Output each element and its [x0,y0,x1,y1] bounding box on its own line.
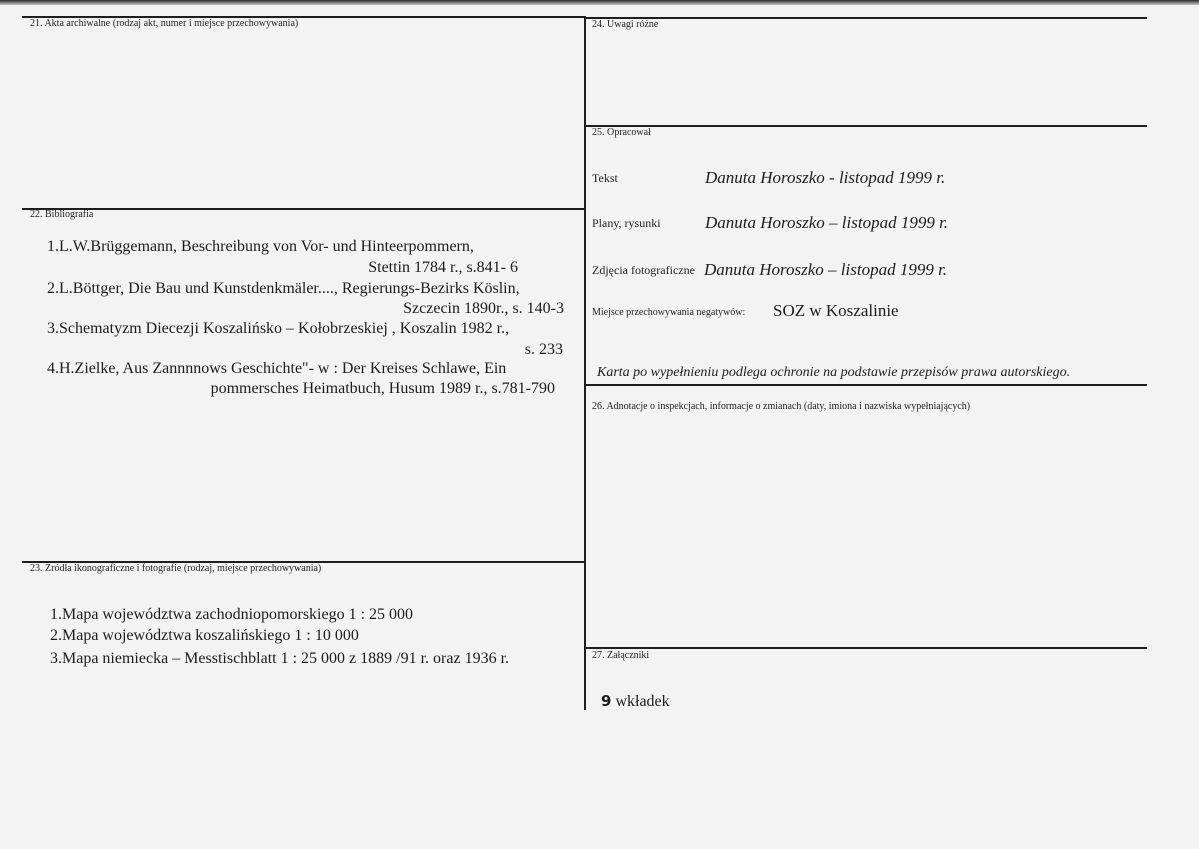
section-27-heading: 27. Załączniki [592,650,650,661]
drawings-author-value: Danuta Horoszko – listopad 1999 r. [705,213,949,232]
text-author-label: Tekst [592,171,618,185]
copyright-note: Karta po wypełnieniu podlega ochronie na podstawie przepisów prawa autorskiego. [597,365,1071,380]
scan-top-edge [0,0,1199,5]
section-25-heading: 25. Opracował [592,127,651,138]
attachments-count [601,692,670,711]
drawings-author-label: Plany, rysunki [592,216,661,230]
photos-author-value: Danuta Horoszko – listopad 1999 r. [704,260,948,279]
section-23-heading: 23. Źródła ikonograficzne i fotografie (rodzaj, miejsce przechowywania) [30,563,322,574]
section-21-heading: 21. Akta archiwalne (rodzaj akt, numer i miejsce przechowywania) [30,18,299,29]
bibliography-line: 1.L.W.Brüggemann, Beschreibung von Vor- und Hinteerpommern, [47,238,474,255]
rule-section-27 [585,647,1147,649]
attachments-number: 9 [601,692,612,710]
bibliography-line: Szczecin 1890r., s. 140-3 [403,300,564,317]
attachments-label: wkładek [615,693,670,710]
bibliography-line: pommersches Heimatbuch, Husum 1989 r., s.781-790 [210,380,555,397]
rule-section-26 [585,384,1147,386]
bibliography-line: Stettin 1784 r., s.841- 6 [368,259,518,276]
section-26-heading: 26. Adnotacje o inspekcjach, informacje o zmianach (daty, imiona i nazwiska wypełniających) [592,401,971,412]
section-24-heading: 24. Uwagi różne [592,19,659,30]
text-author-value: Danuta Horoszko - listopad 1999 r. [705,168,946,187]
section-22-heading: 22. Bibliografia [30,209,94,220]
iconography-line: 2.Mapa województwa koszalińskiego 1 : 10 000 [50,627,359,644]
negatives-storage-value: SOZ w Koszalinie [773,301,899,320]
rule-top-right [585,17,1147,19]
rule-section-22 [22,208,585,210]
bibliography-line: 2.L.Böttger, Die Bau und Kunstdenkmäler...., Regierungs-Bezirks Köslin, [47,280,520,297]
photos-author-label: Zdjęcia fotograficzne [592,263,695,277]
bibliography-line: s. 233 [524,341,563,358]
negatives-storage-label: Miejsce przechowywania negatywów: [592,307,746,318]
rule-section-25 [585,125,1147,127]
iconography-line: 3.Mapa niemiecka – Messtischblatt 1 : 25 000 z 1889 /91 r. oraz 1936 r. [50,650,510,667]
iconography-line: 1.Mapa województwa zachodniopomorskiego 1 : 25 000 [50,606,414,623]
bibliography-line: 4.H.Zielke, Aus Zannnnows Geschichte"- w : Der Kreises Schlawe, Ein [47,360,507,377]
column-divider [584,16,586,710]
bibliography-line: 3.Schematyzm Diecezji Koszalińsko – Kołobrzeskiej , Koszalin 1982 r., [47,320,510,337]
